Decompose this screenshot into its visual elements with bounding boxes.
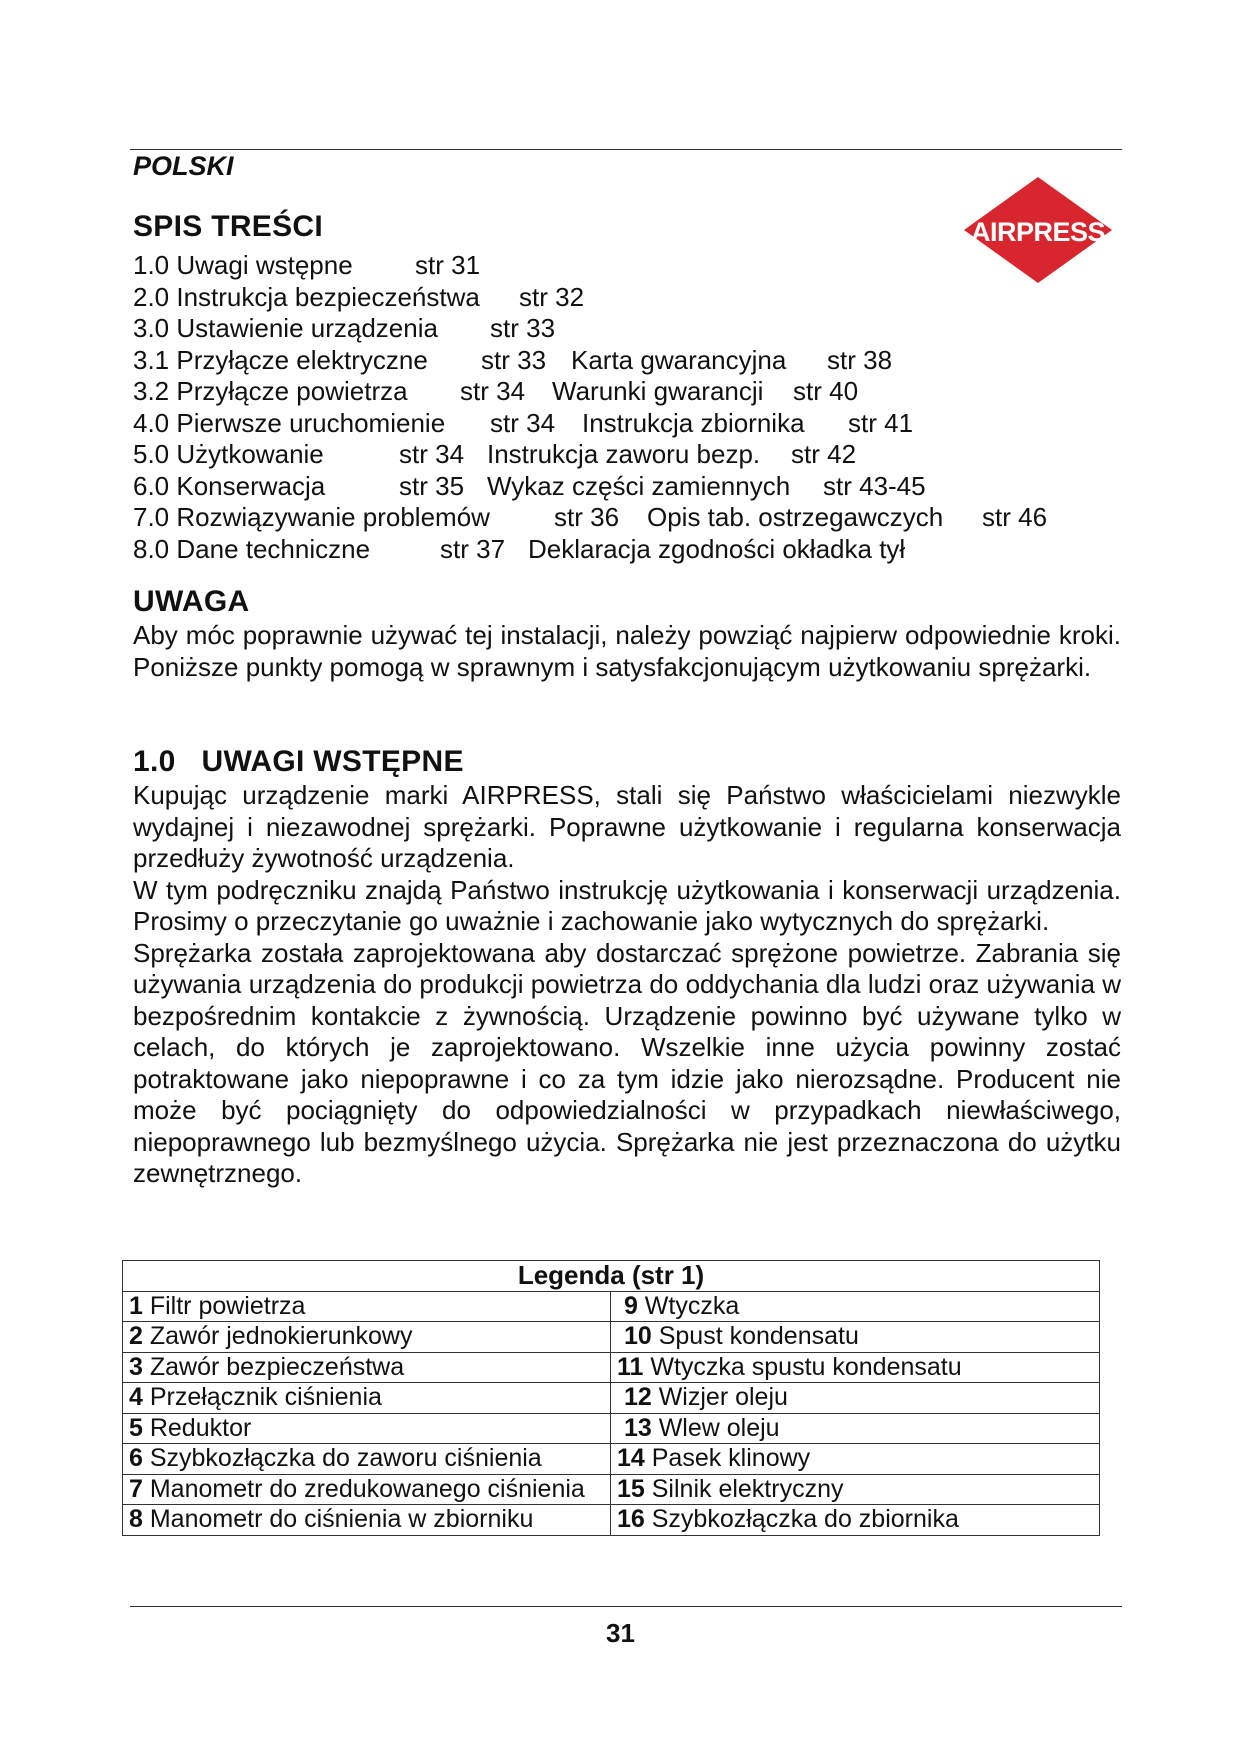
legend-label: Szybkozłączka do zbiornika (644, 1505, 959, 1534)
legend-cell (611, 1474, 1100, 1505)
legend-number: 2 (129, 1322, 143, 1351)
toc-entry-title: 3.2 Przyłącze powietrza (133, 376, 408, 406)
legend-cell (123, 1505, 611, 1536)
table-row (123, 1383, 1100, 1414)
legend-title: Legenda (str 1) (123, 1261, 1100, 1292)
toc-entry-page: str 34 (399, 439, 465, 469)
toc-title: SPIS TREŚCI (133, 210, 324, 243)
legend-number: 3 (129, 1352, 143, 1381)
page-number: 31 (606, 1618, 635, 1648)
toc-entry-title: Opis tab. ostrzegawczych (647, 502, 944, 532)
table-row (123, 1322, 1100, 1353)
toc-entry-page: str 34 (490, 407, 556, 438)
legend-number: 14 (617, 1444, 645, 1473)
legend-label: Wlew oleju (651, 1413, 780, 1442)
legend-number: 11 (617, 1352, 644, 1381)
legend-cell (611, 1322, 1100, 1353)
footer-rule (130, 1606, 1122, 1607)
toc-entry-title: Warunki gwarancji (552, 376, 764, 406)
legend-number: 16 (617, 1505, 645, 1534)
toc-entry-title: 7.0 Rozwiązywanie problemów (133, 502, 490, 532)
legend-label: Spust kondensatu (651, 1322, 859, 1351)
toc-entry-title: 1.0 Uwagi wstępne (133, 250, 353, 280)
airpress-logo (962, 175, 1114, 285)
legend-number: 15 (617, 1474, 645, 1503)
legend-label: Wtyczka spustu kondensatu (643, 1352, 962, 1381)
legend-number: 9 (617, 1291, 638, 1320)
legend-number: 4 (129, 1383, 143, 1412)
toc-entry-title: 4.0 Pierwsze uruchomienie (133, 407, 446, 438)
logo-text: AIRPRESS (970, 217, 1106, 247)
toc-entry-page: str 36 (554, 502, 620, 532)
table-row (123, 1352, 1100, 1383)
legend-cell (611, 1444, 1100, 1475)
toc-entry-page: str 31 (415, 250, 481, 280)
toc-entry-title: 8.0 Dane techniczne (133, 533, 371, 564)
table-row (123, 1291, 1100, 1322)
section-paragraph-2: W tym podręczniku znajdą Państwo instrukcję użytkowania i konserwacji urządzenia. Prosimy o przeczytanie go uważnie i zachowanie jako wytycznych do sprężarki. (133, 874, 1121, 936)
legend-cell (123, 1322, 611, 1353)
section-paragraph-3: Sprężarka została zaprojektowana aby dostarczać sprężone powietrze. Zabrania się używania urządzenia do produkcji powietrza do oddychania dla ludzi oraz używania w bezpośrednim kontakcie z żywnością. Urządzenie powinno być używane tylko w celach, do których je zaprojektowano. Wszelkie inne użycia powinny zostać potraktowane jako niepoprawne i co za tym idzie jako nierozsądne. Producent nie może być pociągnięty do odpowiedzialności w przypadkach niewłaściwego, niepoprawnego lub bezmyślnego użycia. Sprężarka nie jest przeznaczona do użytku zewnętrznego. (133, 937, 1121, 1188)
legend-number: 12 (617, 1383, 652, 1412)
toc-entry-page: str 34 (460, 376, 526, 406)
legend-label: Zawór jednokierunkowy (142, 1322, 413, 1351)
toc-entry-page: str 40 (793, 376, 859, 406)
header-rule (130, 149, 1122, 150)
toc-entry-page: str 33 (490, 313, 556, 343)
legend-cell (611, 1352, 1100, 1383)
legend-label: Reduktor (142, 1413, 252, 1442)
toc-entry-title: Instrukcja zaworu bezp. (487, 439, 761, 469)
toc-entry-page: str 46 (982, 502, 1048, 532)
toc-entry-title: Deklaracja zgodności okładka tył (528, 533, 906, 564)
table-row (123, 1474, 1100, 1505)
legend-number: 13 (617, 1413, 652, 1442)
toc-entry-page: str 43-45 (823, 470, 926, 501)
toc-entry-title: 6.0 Konserwacja (133, 470, 326, 501)
legend-label: Silnik elektryczny (644, 1474, 844, 1503)
toc-entry-page: str 41 (848, 407, 914, 438)
legend-cell (611, 1505, 1100, 1536)
legend-number: 8 (129, 1505, 143, 1534)
toc-entry-title: Karta gwarancyjna (571, 344, 787, 375)
section-paragraph-1: Kupując urządzenie marki AIRPRESS, stali się Państwo właścicielami niezwykle wydajnej i niezawodnej sprężarki. Poprawne użytkowanie i regularna konserwacja przedłuży żywotność urządzenia. (133, 780, 1121, 873)
legend-number: 10 (617, 1322, 652, 1351)
section-body (133, 780, 1121, 1190)
legend-number: 7 (129, 1474, 143, 1503)
uwaga-paragraph: Aby móc poprawnie używać tej instalacji, należy powziąć najpierw odpowiednie kroki. Poniższe punkty pomogą w sprawnym i satysfakcjonującym użytkowaniu sprężarki. (133, 620, 1121, 682)
language-label: POLSKI (133, 151, 234, 181)
legend-number: 6 (129, 1444, 143, 1473)
toc-entry-title: 5.0 Użytkowanie (133, 439, 324, 469)
legend-table (122, 1260, 1100, 1536)
legend-label: Szybkozłączka do zaworu ciśnienia (142, 1444, 542, 1473)
toc-entry-page: str 33 (481, 344, 547, 375)
legend-label: Przełącznik ciśnienia (142, 1383, 382, 1412)
legend-label: Wtyczka (637, 1291, 740, 1320)
toc-entry-page: str 38 (827, 344, 893, 375)
legend-cell (611, 1413, 1100, 1444)
legend-cell (123, 1413, 611, 1444)
toc-entry-page: str 32 (519, 281, 585, 312)
legend-label: Pasek klinowy (644, 1444, 811, 1473)
legend-cell (123, 1474, 611, 1505)
legend-number: 5 (129, 1413, 143, 1442)
legend-cell (123, 1444, 611, 1475)
toc-entry-page: str 35 (399, 470, 465, 501)
uwaga-text (133, 620, 1121, 683)
legend-cell (611, 1383, 1100, 1414)
table-row (123, 1444, 1100, 1475)
legend-number: 1 (129, 1291, 143, 1320)
table-row (123, 1413, 1100, 1444)
legend-cell (123, 1352, 611, 1383)
uwaga-title: UWAGA (133, 585, 250, 618)
toc-entry-title: Wykaz części zamiennych (487, 470, 791, 501)
toc-entry-title: 3.0 Ustawienie urządzenia (133, 313, 438, 343)
legend-cell (123, 1383, 611, 1414)
legend-cell (611, 1291, 1100, 1322)
table-row (123, 1505, 1100, 1536)
legend-label: Manometr do zredukowanego ciśnienia (142, 1474, 585, 1503)
toc-entry-page: str 42 (791, 439, 857, 469)
legend-label: Zawór bezpieczeństwa (142, 1352, 405, 1381)
legend-label: Manometr do ciśnienia w zbiorniku (142, 1505, 534, 1534)
legend-label: Wizjer oleju (651, 1383, 788, 1412)
section-title: 1.0 UWAGI WSTĘPNE (133, 745, 464, 778)
legend-label: Filtr powietrza (142, 1291, 306, 1320)
toc-entry-title: 2.0 Instrukcja bezpieczeństwa (133, 281, 480, 312)
toc-entry-title: 3.1 Przyłącze elektryczne (133, 344, 428, 375)
toc-entry-title: Instrukcja zbiornika (582, 407, 805, 438)
toc-entry-page: str 37 (440, 533, 506, 564)
legend-cell (123, 1291, 611, 1322)
